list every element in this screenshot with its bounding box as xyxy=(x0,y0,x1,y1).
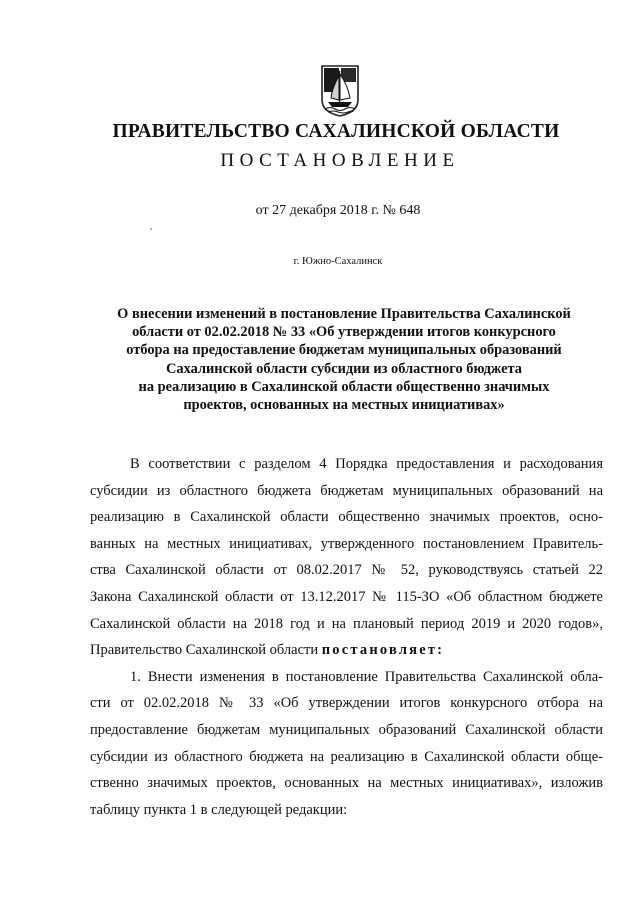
body-line: Сахалинской области на 2018 год и на плановый период 2019 и 2020 годов», xyxy=(90,615,603,632)
subject-line: на реализацию в Сахалинской области общественно значимых xyxy=(138,378,550,395)
document-type: ПОСТАНОВЛЕНИЕ xyxy=(220,150,460,171)
scan-speck xyxy=(150,228,152,230)
document-date-number: от 27 декабря 2018 г. № 648 xyxy=(255,203,421,218)
body-line: сти от 02.02.2018 № 33 «Об утверждении итогов конкурсного отбора на xyxy=(90,695,603,712)
body-line: субсидии из областного бюджета на реализацию в Сахалинской области обще- xyxy=(90,748,603,765)
body-line: ванных на местных инициативах, утвержденного постановлением Правитель- xyxy=(90,535,603,552)
body-line: таблицу пункта 1 в следующей редакции: xyxy=(90,801,348,818)
document-place: г. Южно-Сахалинск xyxy=(293,256,383,267)
resolution-keyword: постановляет: xyxy=(321,642,445,659)
government-title: ПРАВИТЕЛЬСТВО САХАЛИНСКОЙ ОБЛАСТИ xyxy=(112,121,560,142)
body-line: В соответствии с разделом 4 Порядка предоставления и расходования xyxy=(130,456,603,472)
subject-line: отбора на предоставление бюджетам муниципальных образований xyxy=(126,342,562,359)
body-line: субсидии из областного бюджета бюджетам муниципальных образований на xyxy=(90,482,603,499)
body-line: ства Сахалинской области от 08.02.2017 № 52, руководствуясь статьей 22 xyxy=(90,562,603,579)
body-line: Закона Сахалинской области от 13.12.2017 № 115-ЗО «Об областном бюджете xyxy=(90,588,603,605)
subject-line: проектов, основанных на местных инициативах» xyxy=(183,397,505,414)
document-body xyxy=(90,451,603,823)
body-line: реализацию в Сахалинской области общественно значимых проектов, осно- xyxy=(90,509,603,526)
body-line-resolution xyxy=(90,637,603,664)
subject-line: О внесении изменений в постановление Правительства Сахалинской xyxy=(117,306,571,322)
document-subject xyxy=(88,305,600,414)
sakhalin-coat-of-arms-icon xyxy=(320,62,360,118)
body-line: предоставление бюджетам муниципальных образований Сахалинской области xyxy=(90,721,603,738)
body-line: 1. Внести изменения в постановление Правительства Сахалинской обла- xyxy=(130,668,603,685)
subject-line: Сахалинской области субсидии из областного бюджета xyxy=(166,360,522,377)
body-line: ственно значимых проектов, основанных на местных инициативах», изложив xyxy=(90,775,603,792)
resolution-prefix: Правительство Сахалинской области xyxy=(90,642,322,659)
subject-line: области от 02.02.2018 № 33 «Об утверждении итогов конкурсного xyxy=(132,324,556,341)
